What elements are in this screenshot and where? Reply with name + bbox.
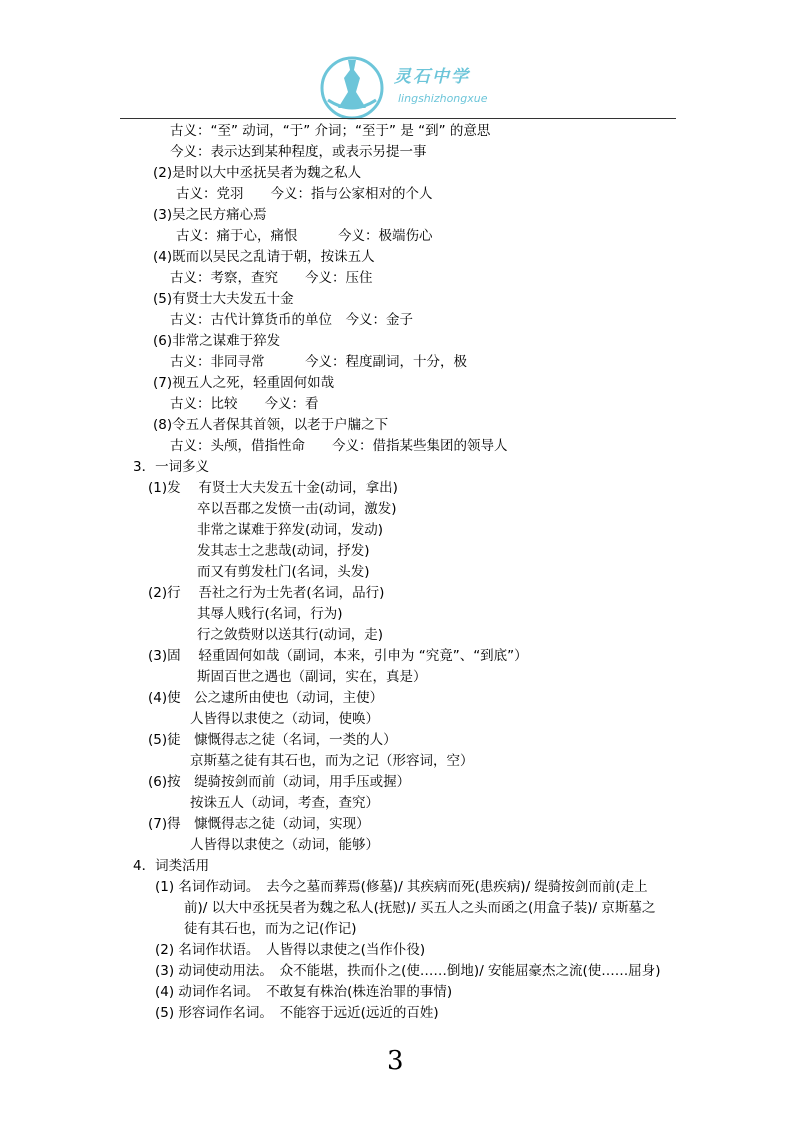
text-line: (5)徒 慷慨得志之徒（名词，一类的人） bbox=[148, 732, 397, 748]
text-line: 而又有剪发杜门(名词，头发) bbox=[197, 564, 370, 580]
text-line: 古义：“至” 动词，“于” 介词；“至于” 是 “到” 的意思 bbox=[170, 123, 491, 139]
school-name-cn: 灵石中学 bbox=[394, 67, 470, 87]
text-line: 斯固百世之遇也（副词，实在，真是） bbox=[197, 669, 427, 685]
text-line: (1) 名词作动词。 去今之墓而葬焉(修墓)/ 其疾病而死(患疾病)/ 缇骑按剑而前(走上 bbox=[155, 879, 648, 895]
school-name-en: lingshizhongxue bbox=[398, 92, 488, 105]
header-rule bbox=[120, 118, 676, 119]
school-logo-icon bbox=[318, 52, 386, 120]
text-line: (2)行 吾社之行为士先者(名词，品行) bbox=[148, 585, 385, 601]
page-number: 3 bbox=[387, 1046, 404, 1076]
text-line: 行之敛赀财以送其行(动词，走) bbox=[197, 627, 384, 643]
text-line: (5) 形容词作名词。 不能容于远近(远近的百姓) bbox=[155, 1005, 439, 1021]
text-line: (7)得 慷慨得志之徒（动词，实现） bbox=[148, 816, 370, 832]
text-line: (1)发 有贤士大夫发五十金(动词，拿出) bbox=[148, 480, 398, 496]
text-line: 前)/ 以大中丞抚吴者为魏之私人(抚慰)/ 买五人之头而函之(用盒子装)/ 京斯墓之 bbox=[184, 900, 656, 916]
text-line: (7)视五人之死，轻重固何如哉 bbox=[153, 375, 335, 391]
text-line: (5)有贤士大夫发五十金 bbox=[153, 291, 294, 307]
text-line: 今义：表示达到某种程度，或表示另提一事 bbox=[170, 144, 427, 160]
text-line: 古义：头颅，借指性命 今义：借指某些集团的领导人 bbox=[170, 438, 508, 454]
text-line: 古义：党羽 今义：指与公家相对的个人 bbox=[176, 186, 433, 202]
text-line: 4．词类活用 bbox=[133, 858, 210, 874]
text-line: 徒有其石也，而为之记(作记) bbox=[184, 921, 357, 937]
text-line: (2)是时以大中丞抚吴者为魏之私人 bbox=[153, 165, 362, 181]
text-line: (3)固 轻重固何如哉（副词，本来，引申为 “究竟”、“到底”） bbox=[148, 648, 528, 664]
text-line: 其辱人贱行(名词，行为) bbox=[197, 606, 343, 622]
text-line: (4)既而以吴民之乱请于朝，按诛五人 bbox=[153, 249, 375, 265]
text-line: (4) 动词作名词。 不敢复有株治(株连治罪的事情) bbox=[155, 984, 453, 1000]
text-line: 古义：非同寻常 今义：程度副词，十分，极 bbox=[170, 354, 467, 370]
text-line: (6)非常之谋难于猝发 bbox=[153, 333, 281, 349]
text-line: 古义：痛于心，痛恨 今义：极端伤心 bbox=[176, 228, 433, 244]
text-line: (6)按 缇骑按剑而前（动词，用手压或握） bbox=[148, 774, 411, 790]
text-line: 古义：古代计算货币的单位 今义：金子 bbox=[170, 312, 413, 328]
text-line: 古义：比较 今义：看 bbox=[170, 396, 319, 412]
text-line: 人皆得以隶使之（动词，能够） bbox=[190, 837, 379, 853]
text-line: 京斯墓之徒有其石也，而为之记（形容词，空） bbox=[190, 753, 474, 769]
text-line: 3．一词多义 bbox=[133, 459, 210, 475]
text-line: (3)吴之民方痛心焉 bbox=[153, 207, 267, 223]
text-line: (8)令五人者保其首领，以老于户牖之下 bbox=[153, 417, 389, 433]
text-line: 人皆得以隶使之（动词，使唤） bbox=[190, 711, 379, 727]
text-line: (4)使 公之逮所由使也（动词，主使） bbox=[148, 690, 384, 706]
text-line: 非常之谋难于猝发(动词，发动) bbox=[197, 522, 384, 538]
text-line: 发其志士之悲哉(动词，抒发) bbox=[197, 543, 370, 559]
text-line: (3) 动词使动用法。 众不能堪，抶而仆之(使……倒地)/ 安能屈豪杰之流(使……屈身) bbox=[155, 963, 661, 979]
page-header bbox=[0, 0, 794, 122]
text-line: 古义：考察，查究 今义：压住 bbox=[170, 270, 373, 286]
text-line: (2) 名词作状语。 人皆得以隶使之(当作仆役) bbox=[155, 942, 426, 958]
text-line: 按诛五人（动词，考查，查究） bbox=[190, 795, 379, 811]
text-line: 卒以吾郡之发愤一击(动词，激发) bbox=[197, 501, 397, 517]
